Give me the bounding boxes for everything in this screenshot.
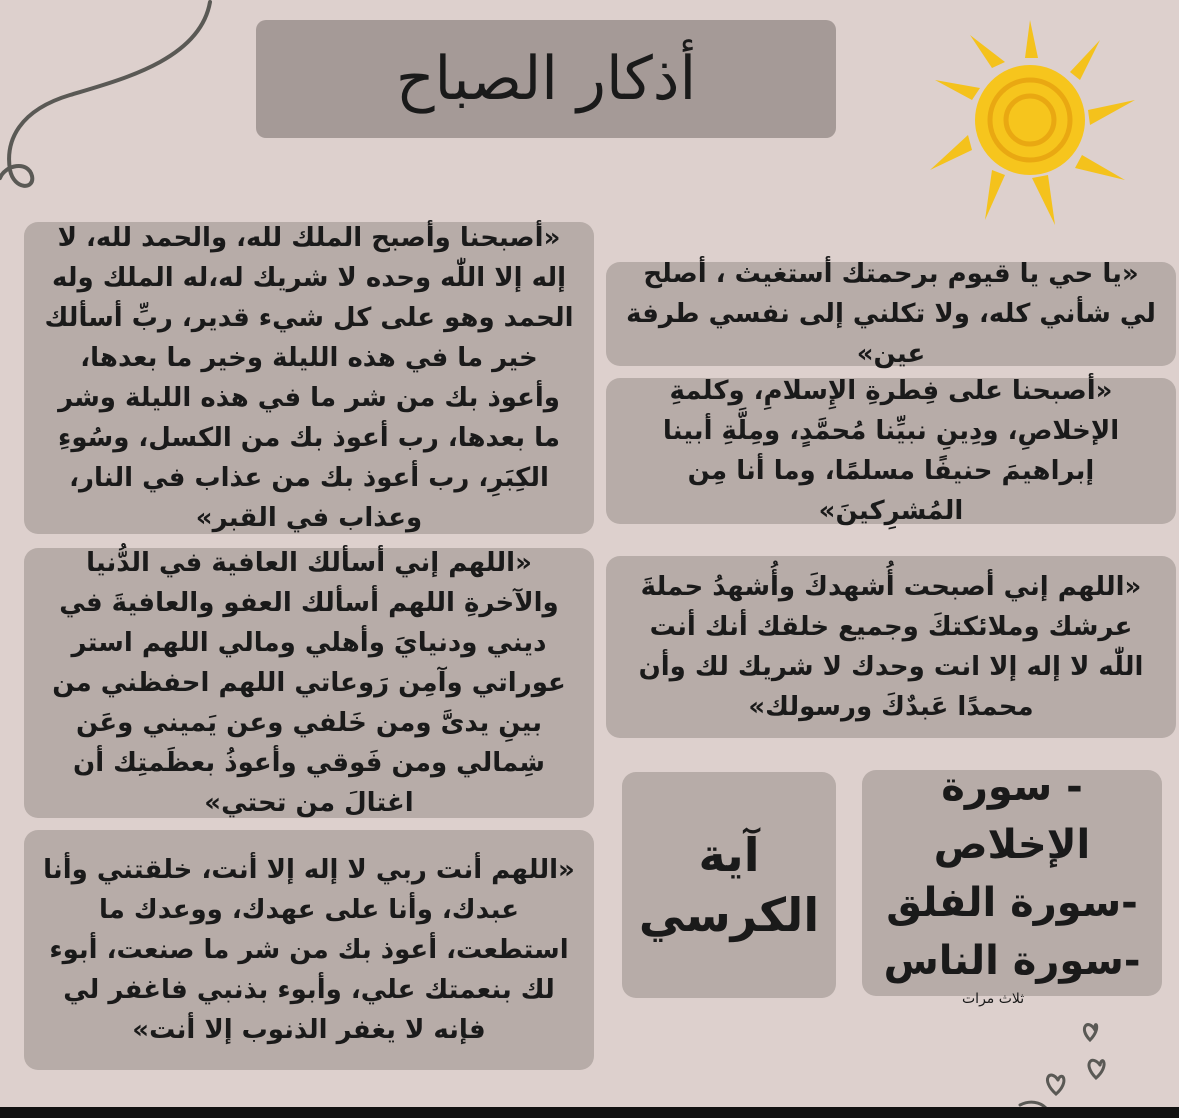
dua-text: «أصبحنا على فِطرةِ الإِسلامِ، وكلمةِ الإخلاصِ، ودِينِ نبيِّنا مُحمَّدٍ، ومِلَّةِ أبينا إبراهيمَ حنيفًا مسلمًا، وما أنا مِن المُشرِكينَ»: [662, 376, 1120, 526]
dua-card-afiya: [24, 548, 594, 818]
surah-falaq: -سورة الفلق: [886, 880, 1138, 926]
dua-card-sayyid-istighfar: [24, 830, 594, 1070]
dua-text: «اللهم إني أصبحت أُشهدكَ وأُشهدُ حملةَ عرشك وملائكتكَ وجميع خلقك أنك أنت اللّٰه لا إله إلا انت وحدك لا شريك لك وأن محمدًا عَبدٌكَ ورسولك»: [638, 572, 1144, 722]
surahs-card: [862, 764, 1162, 1007]
bottom-bar: [0, 1107, 1179, 1118]
dua-card-ushhiduk: [606, 556, 1176, 738]
dua-text: «اللهم إني أسألك العافية في الدُّنيا والآخرةِ اللهم أسألك العفو والعافيةَ في ديني ودنيايَ وأهلي ومالي اللهم استر عوراتي وآمِن رَوعاتي اللهم احفظني من بينِ يدىَّ ومن خَلفي وعن يَميني وعَن شِمالي ومن فَوقي وأعوذُ بعظَمتِك أن اغتالَ من تحتي»: [52, 548, 566, 818]
dua-text: «يا حي يا قيوم برحمتك أستغيث ، أصلح لي شأني كله، ولا تكلني إلى نفسي طرفة عين»: [626, 259, 1156, 369]
swirl-line-decoration: [0, 0, 220, 200]
sun-icon: [910, 20, 1150, 230]
title-banner: [256, 20, 836, 138]
kursi-label: الكرسي: [638, 888, 820, 942]
ayat-alkursi-card: [622, 772, 836, 998]
dua-card-asbahna: [24, 222, 594, 534]
hearts-icon: [1010, 1010, 1150, 1110]
ayat-label: آية: [698, 828, 760, 882]
page-title: أذكار الصباح: [395, 44, 697, 114]
dua-card-fitrah: [606, 378, 1176, 524]
repeat-note: ثلاث مرات: [962, 991, 1025, 1007]
dua-card-ya-hayy: [606, 259, 1176, 369]
dua-text: «أصبحنا وأصبح الملك لله، والحمد لله، لا إله إلا اللّٰه وحده لا شريك له،له الملك وله الحمد وهو على كل شيء قدير، ربِّ أسألك خير ما في هذه الليلة وخير ما بعدها، وأعوذ بك من شر ما في هذه الليلة وشر ما بعدها، رب أعوذ بك من الكسل، وسُوءِ الكِبَرِ، رب أعوذ بك من عذاب في النار، وعذاب في القبر»: [44, 223, 574, 533]
surah-nas: -سورة الناس: [883, 938, 1141, 984]
surah-ikhlas: - سورة الإخلاص: [933, 764, 1091, 868]
dua-text: «اللهم أنت ربي لا إله إلا أنت، خلقتني وأنا عبدك، وأنا على عهدك، ووعدك ما استطعت، أعوذ بك من شر ما صنعت، أبوء لك بنعمتك علي، وأبوء بذنبي فاغفر لي فإنه لا يغفر الذنوب إلا أنت»: [43, 855, 575, 1045]
